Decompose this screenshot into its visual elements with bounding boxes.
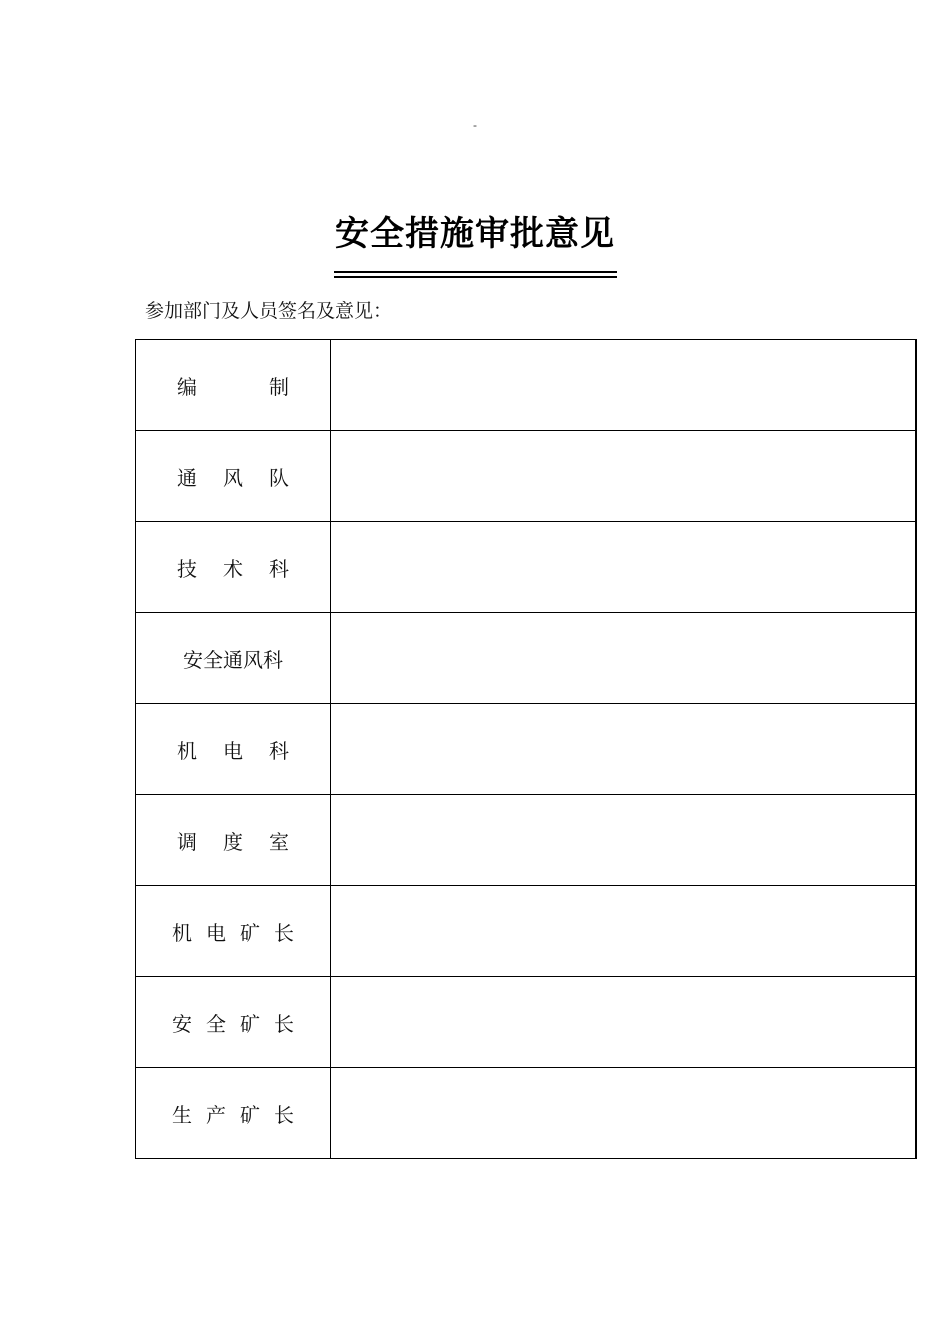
opinion-cell[interactable] (331, 977, 917, 1068)
opinion-cell[interactable] (331, 522, 917, 613)
department-label: 安 全 矿 长 (172, 1011, 294, 1036)
table-row (136, 431, 917, 522)
title-double-underline (334, 271, 617, 278)
department-label: 安全通风科 (183, 647, 283, 672)
opinion-cell[interactable] (331, 1068, 917, 1159)
table-row (136, 795, 917, 886)
department-label: 通 风 队 (177, 465, 289, 490)
row-label-cell (136, 1068, 331, 1159)
table-row (136, 522, 917, 613)
opinion-cell[interactable] (331, 886, 917, 977)
row-label-cell (136, 522, 331, 613)
table-row (136, 886, 917, 977)
row-label-cell (136, 704, 331, 795)
opinion-cell[interactable] (331, 613, 917, 704)
department-label: 调 度 室 (177, 829, 289, 854)
table-row (136, 613, 917, 704)
opinion-cell[interactable] (331, 431, 917, 522)
opinion-cell[interactable] (331, 795, 917, 886)
row-label-cell (136, 340, 331, 431)
table-row (136, 704, 917, 795)
row-label-cell (136, 795, 331, 886)
table-row (136, 340, 917, 431)
department-label: 生 产 矿 长 (172, 1102, 294, 1127)
header-mark: - (473, 118, 477, 132)
approval-table (135, 339, 917, 1159)
opinion-cell[interactable] (331, 340, 917, 431)
page-title: 安全措施审批意见 (335, 214, 615, 254)
intro-text: 参加部门及人员签名及意见： (145, 300, 393, 322)
department-label: 技 术 科 (177, 556, 289, 581)
department-label: 机 电 矿 长 (172, 920, 294, 945)
row-label-cell (136, 886, 331, 977)
row-label-cell (136, 613, 331, 704)
department-label: 机 电 科 (177, 738, 289, 763)
opinion-cell[interactable] (331, 704, 917, 795)
row-label-cell (136, 977, 331, 1068)
department-label: 编 制 (177, 374, 289, 399)
table-row (136, 977, 917, 1068)
row-label-cell (136, 431, 331, 522)
table-row (136, 1068, 917, 1159)
